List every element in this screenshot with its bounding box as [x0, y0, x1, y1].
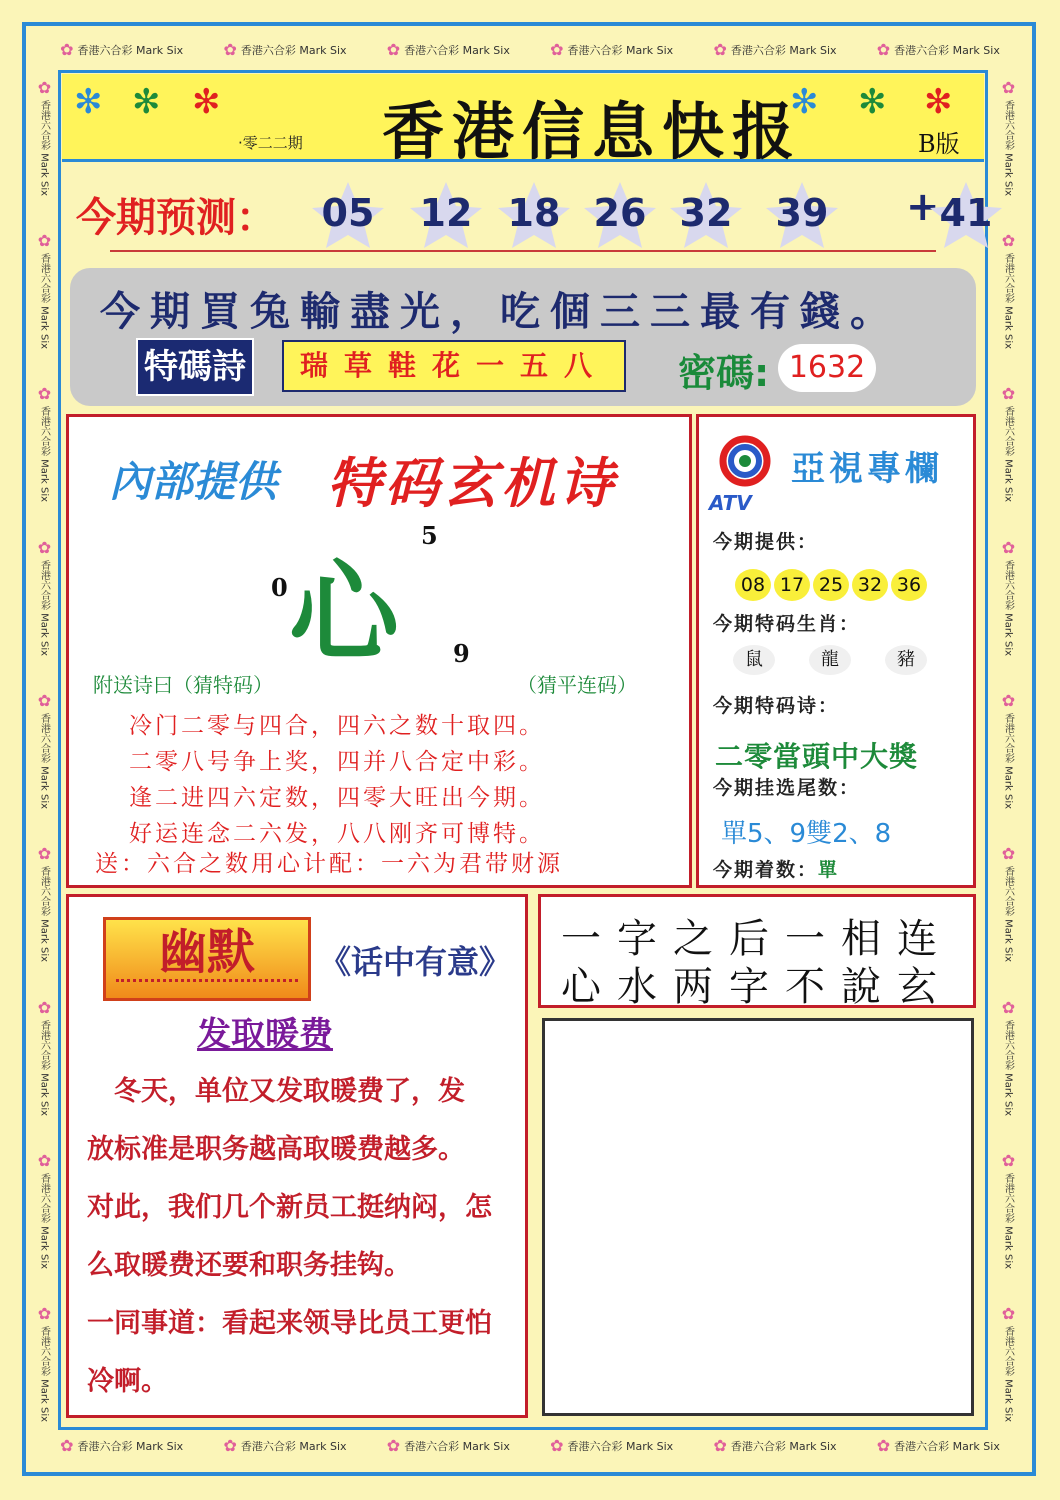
oddeven-row	[713, 855, 839, 882]
number-ball: 32	[852, 569, 888, 601]
border-label: ✿ 香港六合彩 Mark Six	[223, 40, 347, 59]
masthead	[62, 74, 984, 168]
slogan-panel	[70, 268, 976, 406]
snowflake-icon: ✻	[192, 82, 221, 122]
prediction-number: 26	[580, 180, 660, 250]
humor-title: 发取暖费	[197, 1015, 333, 1055]
humor-line: 对此，我们几个新员工挺纳闷，怎	[87, 1192, 492, 1223]
note-right: （猜平连码）	[517, 673, 637, 697]
flower-icon: ✿	[550, 40, 564, 59]
atv-column	[696, 414, 976, 888]
riddle-line: 心水两字不說玄	[561, 964, 953, 1010]
flower-icon: ✿	[999, 844, 1018, 864]
border-label: ✿ 香港六合彩 Mark Six	[35, 844, 54, 963]
flower-icon: ✿	[999, 537, 1018, 557]
number-ball: 08	[735, 569, 771, 601]
humor-subtitle: 《话中有意》	[319, 943, 512, 981]
tail-label: 今期挂选尾数：	[713, 777, 861, 799]
prediction-number: 05	[308, 180, 388, 250]
border-label: ✿ 香港六合彩 Mark Six	[35, 1150, 54, 1269]
poem-line: 二零八号争上奖，四并八合定中彩。	[129, 749, 545, 775]
oddeven-value: 單	[818, 859, 840, 881]
prediction-number: 32	[666, 180, 746, 250]
border-label: ✿ 香港六合彩 Mark Six	[999, 77, 1018, 196]
border-label: ✿ 香港六合彩 Mark Six	[550, 1436, 674, 1455]
humor-line: 么取暖费还要和职务挂钩。	[87, 1250, 411, 1281]
zodiac-badge: 鼠	[733, 645, 775, 675]
humor-line: 冷啊。	[87, 1366, 168, 1397]
snowflake-icon: ✻	[132, 82, 161, 122]
flower-icon: ✿	[60, 40, 74, 59]
ball-list	[735, 569, 927, 601]
number-ball: 36	[891, 569, 927, 601]
digit-left: 0	[271, 573, 288, 602]
poem-box-heading-right: 特码玄机诗	[327, 451, 617, 515]
snowflake-icon: ✻	[74, 82, 103, 122]
border-label: ✿ 香港六合彩 Mark Six	[876, 40, 1000, 59]
plus-sign: +	[906, 184, 940, 230]
zodiac-badge: 龍	[809, 645, 851, 675]
poem-line: 冷门二零与四合，四六之数十取四。	[129, 713, 545, 739]
flower-icon: ✿	[999, 1150, 1018, 1170]
number-ball: 17	[774, 569, 810, 601]
border-label: ✿ 香港六合彩 Mark Six	[35, 997, 54, 1116]
poem-box-heading-left: 內部提供	[109, 457, 278, 506]
right-border-strip	[996, 60, 1020, 1440]
digit-bottom: 9	[453, 639, 470, 668]
border-label: ✿ 香港六合彩 Mark Six	[223, 1436, 347, 1455]
border-label: ✿ 香港六合彩 Mark Six	[550, 40, 674, 59]
flower-icon: ✿	[35, 1150, 54, 1170]
flower-icon: ✿	[35, 690, 54, 710]
border-label: ✿ 香港六合彩 Mark Six	[386, 1436, 510, 1455]
chain-decoration	[116, 979, 298, 992]
poem-label: 今期特码诗：	[713, 695, 840, 717]
flower-icon: ✿	[386, 1436, 401, 1455]
flower-icon: ✿	[35, 230, 54, 250]
issue-number: ·零二二期	[238, 134, 303, 152]
flower-icon: ✿	[35, 1304, 54, 1324]
border-label: ✿ 香港六合彩 Mark Six	[35, 1304, 54, 1423]
border-label: ✿ 香港六合彩 Mark Six	[35, 230, 54, 350]
left-border-strip	[32, 60, 56, 1440]
flower-icon: ✿	[223, 1436, 237, 1455]
border-label: ✿ 香港六合彩 Mark Six	[999, 997, 1018, 1116]
flower-icon: ✿	[386, 40, 401, 59]
riddle-box	[538, 894, 976, 1008]
flower-icon: ✿	[35, 384, 54, 404]
snowflake-icon: ✻	[790, 82, 819, 122]
border-label: ✿ 香港六合彩 Mark Six	[35, 384, 54, 503]
tail-numbers: 單5、9雙2、8	[721, 819, 892, 849]
humor-line: 冬天，单位又发取暖费了，发	[87, 1076, 465, 1107]
flower-icon: ✿	[876, 40, 891, 59]
flower-icon: ✿	[60, 1436, 74, 1455]
note-left: 附送诗曰（猜特码）	[93, 673, 273, 697]
poem-tag: 特碼詩	[136, 338, 254, 396]
border-label: ✿ 香港六合彩 Mark Six	[60, 1436, 184, 1455]
humor-badge: 幽默	[103, 917, 311, 1001]
prediction-label: 今期预测：	[76, 195, 276, 241]
border-label: ✿ 香港六合彩 Mark Six	[999, 1304, 1018, 1423]
border-label: ✿ 香港六合彩 Mark Six	[713, 1436, 837, 1455]
flower-icon: ✿	[999, 690, 1018, 710]
provide-label: 今期提供：	[713, 531, 819, 553]
border-label: ✿ 香港六合彩 Mark Six	[713, 40, 837, 59]
snowflake-icon: ✻	[858, 82, 887, 122]
humor-line: 放标准是职务越高取暖费越多。	[87, 1134, 465, 1165]
flower-icon: ✿	[35, 77, 54, 97]
flower-icon: ✿	[35, 844, 54, 864]
oddeven-label: 今期着数：	[713, 859, 819, 881]
atv-logo-text: ATV	[709, 491, 752, 515]
bottom-border-strip	[40, 1434, 1020, 1458]
humor-box	[66, 894, 528, 1418]
poem-box	[66, 414, 692, 888]
flower-icon: ✿	[999, 77, 1018, 97]
snowflake-icon: ✻	[924, 82, 953, 122]
flower-icon: ✿	[999, 997, 1018, 1017]
blank-panel	[542, 1018, 974, 1416]
border-label: ✿ 香港六合彩 Mark Six	[999, 537, 1018, 656]
flower-icon: ✿	[999, 1304, 1018, 1324]
divider	[110, 250, 936, 252]
atv-title: 亞視專欄	[791, 449, 943, 489]
prediction-number: 18	[494, 180, 574, 250]
border-label: ✿ 香港六合彩 Mark Six	[999, 384, 1018, 503]
border-label: ✿ 香港六合彩 Mark Six	[60, 40, 184, 59]
atv-poem: 二零當頭中大獎	[715, 740, 919, 773]
flower-icon: ✿	[999, 230, 1018, 250]
border-label: ✿ 香港六合彩 Mark Six	[999, 230, 1018, 350]
flower-icon: ✿	[876, 1436, 891, 1455]
prediction-number: 39	[762, 180, 842, 250]
riddle-line: 一字之后一相连	[561, 916, 953, 962]
digit-top: 5	[421, 521, 438, 550]
flower-icon: ✿	[223, 40, 237, 59]
flower-icon: ✿	[35, 997, 54, 1017]
top-border-strip	[40, 38, 1020, 62]
special-poem: 瑞草鞋花一五八	[282, 340, 626, 392]
slogan-text: 今期買兔輸盡光，吃個三三最有錢。	[100, 289, 900, 335]
poem-send-line: 送：六合之数用心计配：一六为君带财源	[95, 851, 563, 877]
poem-line: 好运连念二六发，八八刚齐可博特。	[129, 821, 545, 847]
masthead-title: 香港信息快报	[381, 95, 802, 168]
atv-logo-icon	[713, 431, 777, 491]
code-label: 密碼:	[678, 351, 770, 395]
border-label: ✿ 香港六合彩 Mark Six	[386, 40, 510, 59]
humor-line: 一同事道：看起来领导比员工更怕	[87, 1308, 492, 1339]
code-value: 1632	[778, 344, 876, 392]
border-label: ✿ 香港六合彩 Mark Six	[35, 690, 54, 809]
special-number: 41	[926, 180, 1006, 250]
border-label: ✿ 香港六合彩 Mark Six	[876, 1436, 1000, 1455]
number-ball: 25	[813, 569, 849, 601]
zodiac-list	[733, 645, 927, 675]
border-label: ✿ 香港六合彩 Mark Six	[35, 77, 54, 196]
flower-icon: ✿	[713, 1436, 727, 1455]
poem-line: 逢二进四六定数，四零大旺出今期。	[129, 785, 545, 811]
zodiac-badge: 豬	[885, 645, 927, 675]
border-label: ✿ 香港六合彩 Mark Six	[35, 537, 54, 656]
edition-label: B版	[918, 130, 960, 158]
border-label: ✿ 香港六合彩 Mark Six	[999, 844, 1018, 963]
center-character: 心	[289, 548, 399, 677]
flower-icon: ✿	[35, 537, 54, 557]
border-label: ✿ 香港六合彩 Mark Six	[999, 690, 1018, 809]
prediction-row	[62, 166, 993, 258]
flower-icon: ✿	[713, 40, 727, 59]
prediction-number: 12	[406, 180, 486, 250]
zodiac-label: 今期特码生肖：	[713, 613, 861, 635]
flower-icon: ✿	[550, 1436, 564, 1455]
flower-icon: ✿	[999, 384, 1018, 404]
border-label: ✿ 香港六合彩 Mark Six	[999, 1150, 1018, 1269]
